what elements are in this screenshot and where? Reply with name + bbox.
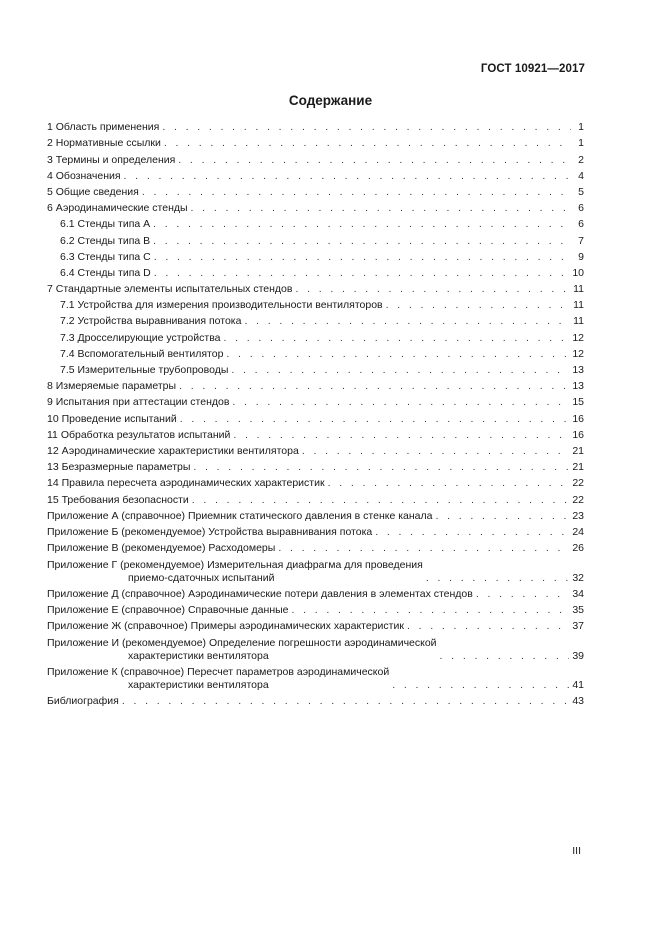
toc-entry-9[interactable]: 9 Испытания при аттестации стендов . . . 15 xyxy=(47,393,584,409)
toc-entry-appendix-d[interactable]: Приложение Д (справочное) Аэродинамические потери давления в элементах стендов . . . 34 xyxy=(47,585,584,601)
toc-entry-15[interactable]: 15 Требования безопасности . . . 22 xyxy=(47,490,584,506)
toc-entry-7-2[interactable]: 7.2 Устройства выравнивания потока . . . 11 xyxy=(47,312,584,328)
document-code: ГОСТ 10921—2017 xyxy=(480,63,585,75)
toc-entry-7-4[interactable]: 7.4 Вспомогательный вентилятор . . . 12 xyxy=(47,345,584,361)
toc-entry-appendix-a[interactable]: Приложение А (справочное) Приемник статического давления в стенке канала . . . 23 xyxy=(47,507,584,523)
toc-entry-6-2[interactable]: 6.2 Стенды типа В . . . 7 xyxy=(47,231,584,247)
toc-entry-appendix-i[interactable]: Приложение И (рекомендуемое) Определение погрешности аэродинамической характеристики вентилятора . . . 39 xyxy=(47,633,584,663)
toc-entry-8[interactable]: 8 Измеряемые параметры . . . 13 xyxy=(47,377,584,393)
toc-title: Содержание xyxy=(288,93,373,108)
toc-entry-12[interactable]: 12 Аэродинамические характеристики вентилятора . . . 21 xyxy=(47,442,584,458)
toc-entry-6-3[interactable]: 6.3 Стенды типа С . . . 9 xyxy=(47,248,584,264)
toc-entry-1[interactable]: 1 Область применения . . . 1 xyxy=(47,118,584,134)
toc-entry-7-1[interactable]: 7.1 Устройства для измерения производительности вентиляторов . . . 11 xyxy=(47,296,584,312)
toc-entry-appendix-g[interactable]: Приложение Г (рекомендуемое) Измерительная диафрагма для проведения приемо-сдаточных испытаний . . . 32 xyxy=(47,555,584,585)
toc-entry-7[interactable]: 7 Стандартные элементы испытательных стендов . . . 11 xyxy=(47,280,584,296)
toc-entry-6-4[interactable]: 6.4 Стенды типа D . . . 10 xyxy=(47,264,584,280)
toc-entry-appendix-b[interactable]: Приложение Б (рекомендуемое) Устройства выравнивания потока . . . 24 xyxy=(47,523,584,539)
toc-entry-bibliography[interactable]: Библиография . . . 43 xyxy=(47,692,584,708)
toc-entry-7-3[interactable]: 7.3 Дросселирующие устройства . . . 12 xyxy=(47,328,584,344)
toc-entry-appendix-v[interactable]: Приложение В (рекомендуемое) Расходомеры . . . 26 xyxy=(47,539,584,555)
toc-entry-3[interactable]: 3 Термины и определения . . . 2 xyxy=(47,150,584,166)
table-of-contents xyxy=(47,118,584,708)
toc-entry-11[interactable]: 11 Обработка результатов испытаний . . . 16 xyxy=(47,426,584,442)
toc-entry-14[interactable]: 14 Правила пересчета аэродинамических характеристик . . . 22 xyxy=(47,474,584,490)
toc-entry-10[interactable]: 10 Проведение испытаний . . . 16 xyxy=(47,409,584,425)
toc-entry-6[interactable]: 6 Аэродинамические стенды . . . 6 xyxy=(47,199,584,215)
toc-entry-5[interactable]: 5 Общие сведения . . . 5 xyxy=(47,183,584,199)
toc-entry-7-5[interactable]: 7.5 Измерительные трубопроводы . . . 13 xyxy=(47,361,584,377)
toc-entry-13[interactable]: 13 Безразмерные параметры . . . 21 xyxy=(47,458,584,474)
toc-entry-appendix-k[interactable]: Приложение К (справочное) Пересчет параметров аэродинамической характеристики вентилятора . . . 41 xyxy=(47,663,584,693)
toc-entry-2[interactable]: 2 Нормативные ссылки . . . 1 xyxy=(47,134,584,150)
toc-entry-appendix-zh[interactable]: Приложение Ж (справочное) Примеры аэродинамических характеристик . . . 37 xyxy=(47,617,584,633)
toc-entry-4[interactable]: 4 Обозначения . . . 4 xyxy=(47,167,584,183)
page-number: III xyxy=(572,845,581,857)
toc-entry-appendix-e[interactable]: Приложение Е (справочное) Справочные данные . . . 35 xyxy=(47,601,584,617)
toc-entry-6-1[interactable]: 6.1 Стенды типа А . . . 6 xyxy=(47,215,584,231)
